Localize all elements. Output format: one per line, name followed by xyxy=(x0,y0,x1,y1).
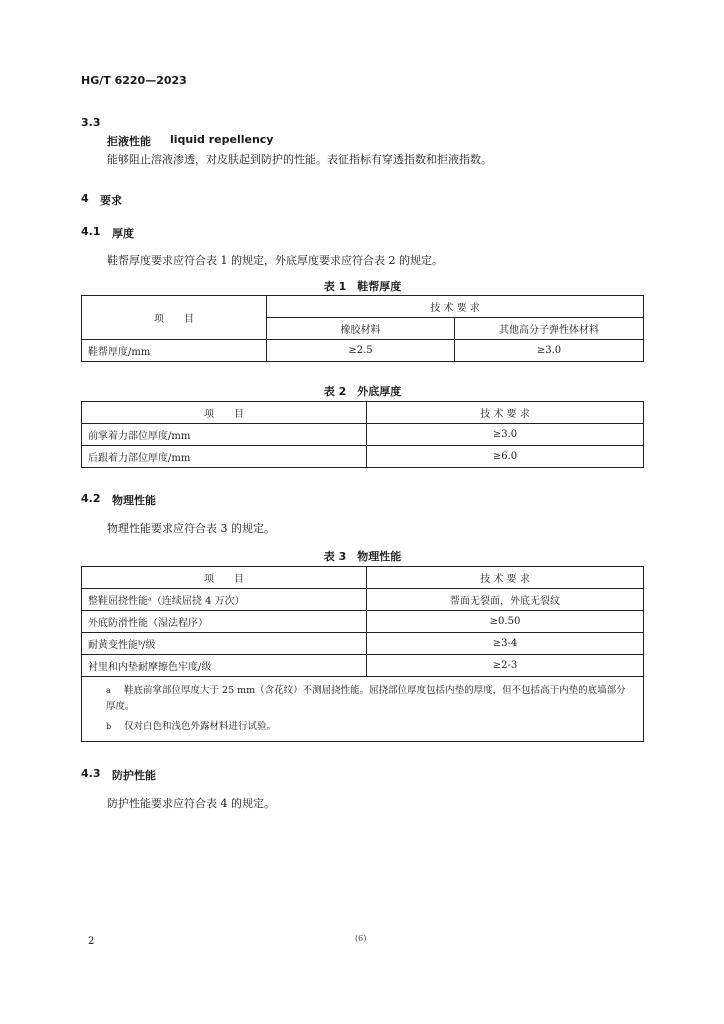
section-4-3-text: 防护性能要求应符合表 4 的规定。 xyxy=(107,797,275,810)
section-4-title: 要求 xyxy=(100,194,122,207)
note-text: 鞋底前掌部位厚度大于 25 mm（含花纹）不测屈挠性能。屈挠部位厚度包括内垫的厚度，但不包括高于内垫的底墙部分厚度。 xyxy=(106,685,626,712)
standard-code: HG/T 6220—2023 xyxy=(81,74,187,87)
section-4-1-text: 鞋帮厚度要求应符合表 1 的规定，外底厚度要求应符合表 2 的规定。 xyxy=(107,254,443,267)
section-4-1-number: 4.1 xyxy=(81,225,101,238)
section-3-3-number: 3.3 xyxy=(81,116,101,129)
table-1-value-rubber: ≥2.5 xyxy=(267,340,455,362)
note-marker: a xyxy=(106,686,111,695)
table-1-row-label: 鞋帮厚度/mm xyxy=(82,340,267,362)
table-3-tech-header: 技 术 要 求 xyxy=(367,567,644,589)
table-row xyxy=(82,589,644,611)
table-3-row-value: ≥3-4 xyxy=(367,633,644,655)
table-1 xyxy=(81,295,644,362)
table-row xyxy=(82,611,644,633)
term-zh: 拒液性能 xyxy=(107,135,151,148)
page-number: 2 xyxy=(88,936,95,947)
table-3-row-label: 外底防滑性能（湿法程序） xyxy=(82,611,367,633)
section-4-2-title: 物理性能 xyxy=(112,494,156,507)
table-2-row-value: ≥3.0 xyxy=(367,424,644,446)
table-2-tech-header: 技 术 要 求 xyxy=(367,402,644,424)
table-3-row-value: 帮面无裂面，外底无裂纹 xyxy=(367,589,644,611)
table-2-row-label: 前掌着力部位厚度/mm xyxy=(82,424,367,446)
table-3-row-label: 整鞋屈挠性能ᵃ（连续屈挠 4 万次） xyxy=(82,589,367,611)
table-2-caption: 表 2 外底厚度 xyxy=(323,385,402,398)
section-4-2-number: 4.2 xyxy=(81,492,101,505)
table-3-item-header: 项 目 xyxy=(82,567,367,589)
table-note xyxy=(106,683,633,715)
footer-mark: (6) xyxy=(355,934,367,943)
table-note xyxy=(106,719,633,735)
table-3-notes xyxy=(82,677,644,742)
table-row xyxy=(82,633,644,655)
section-4-3-number: 4.3 xyxy=(81,767,101,780)
table-row xyxy=(82,446,644,468)
table-3-caption: 表 3 物理性能 xyxy=(323,550,402,563)
section-4-2-text: 物理性能要求应符合表 3 的规定。 xyxy=(107,522,275,535)
term-definition: 能够阻止溶液渗透，对皮肤起到防护的性能。表征指标有穿透指数和拒液指数。 xyxy=(107,153,492,166)
table-3 xyxy=(81,566,644,742)
table-2 xyxy=(81,401,644,468)
table-1-col-other: 其他高分子弹性体材料 xyxy=(455,318,644,340)
table-1-tech-header: 技 术 要 求 xyxy=(267,296,644,318)
table-1-item-header: 项 目 xyxy=(82,296,267,340)
note-text: 仅对白色和浅色外露材料进行试验。 xyxy=(124,721,277,732)
table-row xyxy=(82,655,644,677)
table-2-item-header: 项 目 xyxy=(82,402,367,424)
table-3-row-label: 衬里和内垫耐摩擦色牢度/级 xyxy=(82,655,367,677)
table-row xyxy=(82,424,644,446)
table-1-caption: 表 1 鞋帮厚度 xyxy=(323,280,402,293)
table-3-row-label: 耐黄变性能ᵇ/级 xyxy=(82,633,367,655)
note-marker: b xyxy=(106,722,112,731)
table-1-value-other: ≥3.0 xyxy=(455,340,644,362)
section-4-3-title: 防护性能 xyxy=(112,769,156,782)
term-en: liquid repellency xyxy=(170,133,274,146)
section-4-number: 4 xyxy=(81,192,89,205)
table-1-col-rubber: 橡胶材料 xyxy=(267,318,455,340)
section-4-1-title: 厚度 xyxy=(112,227,134,240)
table-2-row-value: ≥6.0 xyxy=(367,446,644,468)
table-3-row-value: ≥0.50 xyxy=(367,611,644,633)
table-2-row-label: 后跟着力部位厚度/mm xyxy=(82,446,367,468)
table-3-row-value: ≥2-3 xyxy=(367,655,644,677)
